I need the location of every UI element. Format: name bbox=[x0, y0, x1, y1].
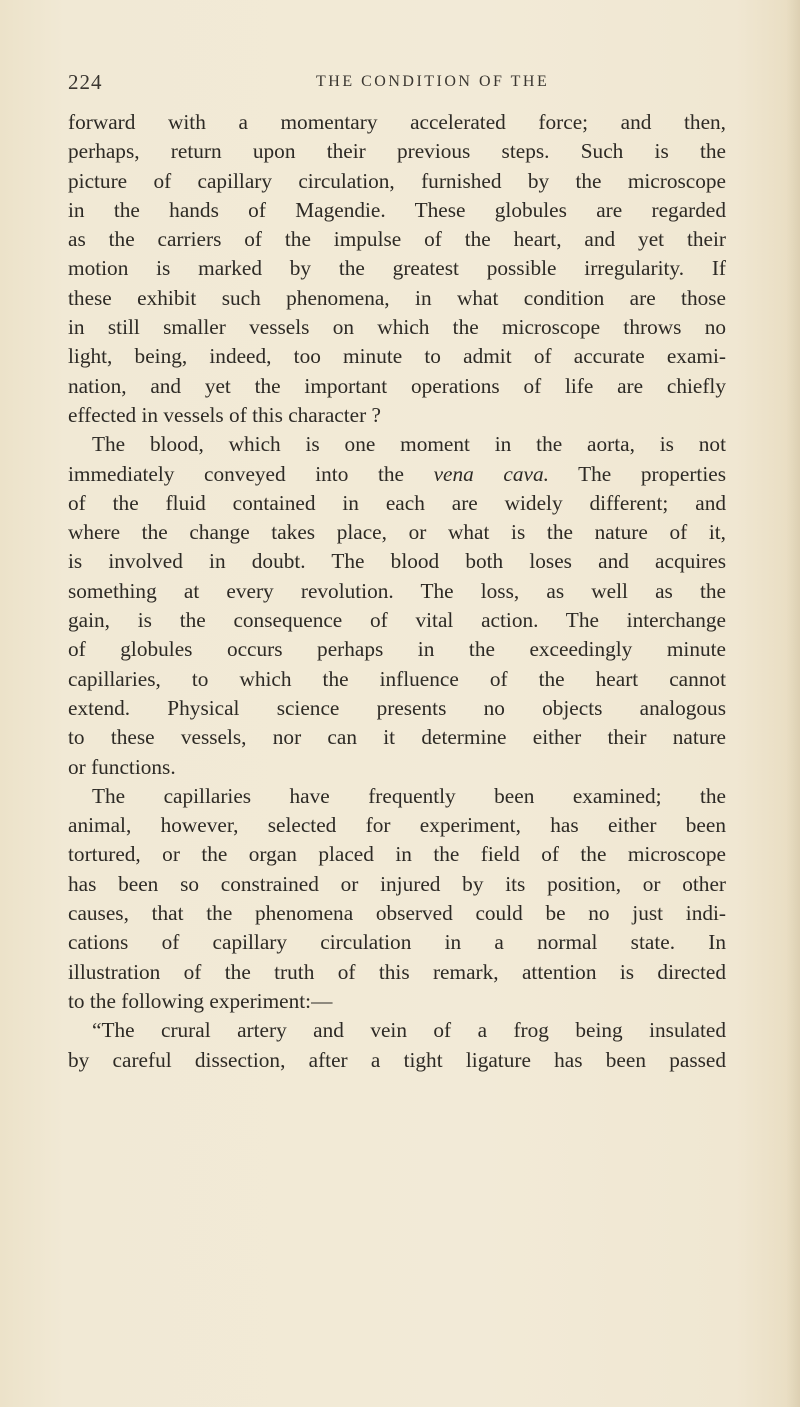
text-line: cations of capillary circulation in a normal state. In bbox=[68, 930, 726, 955]
text-line: is involved in doubt. The blood both loses and acquires bbox=[68, 549, 726, 574]
text-line: forward with a momentary accelerated force; and then, bbox=[68, 110, 726, 134]
text-line: where the change takes place, or what is the nature of it, bbox=[68, 520, 726, 545]
text-line: causes, that the phenomena observed could be no just indi- bbox=[68, 901, 726, 926]
text-line: in still smaller vessels on which the microscope throws no bbox=[68, 315, 726, 340]
text-line: these exhibit such phenomena, in what condition are those bbox=[68, 285, 726, 310]
text-line: tortured, or the organ placed in the field of the microscope bbox=[68, 842, 726, 867]
page-edge-shadow bbox=[786, 0, 800, 1407]
text-line: light, being, indeed, too minute to admit of accurate exami- bbox=[68, 344, 726, 369]
text-line: The blood, which is one moment in the aorta, is not bbox=[92, 432, 726, 457]
text-line-with-italic bbox=[68, 460, 726, 489]
text-line: picture of capillary circulation, furnished by the microscope bbox=[68, 168, 726, 193]
running-head: THE CONDITION OF THE bbox=[316, 73, 550, 90]
text-line: animal, however, selected for experiment, has either been bbox=[68, 813, 726, 838]
text-run: The properties bbox=[548, 461, 726, 486]
text-line: as the carriers of the impulse of the heart, and yet their bbox=[68, 227, 726, 252]
text-line: by careful dissection, after a tight ligature has been passed bbox=[68, 1047, 726, 1072]
text-line: capillaries, to which the influence of the heart cannot bbox=[68, 666, 726, 691]
text-line: or functions. bbox=[68, 754, 176, 779]
text-line: illustration of the truth of this remark, attention is directed bbox=[68, 959, 726, 984]
text-line: effected in vessels of this character ? bbox=[68, 402, 381, 427]
italic-term: vena cava. bbox=[433, 461, 549, 486]
text-line: of globules occurs perhaps in the exceedingly minute bbox=[68, 637, 726, 662]
text-line: perhaps, return upon their previous steps. Such is the bbox=[68, 139, 726, 164]
text-line: to these vessels, nor can it determine either their nature bbox=[68, 725, 726, 750]
text-line: “The crural artery and vein of a frog being insulated bbox=[92, 1018, 726, 1043]
text-line: has been so constrained or injured by its position, or other bbox=[68, 871, 726, 896]
page-number: 224 bbox=[68, 70, 103, 94]
text-line: something at every revolution. The loss, as well as the bbox=[68, 578, 726, 603]
text-line: motion is marked by the greatest possible irregularity. If bbox=[68, 256, 726, 281]
text-line: extend. Physical science presents no objects analogous bbox=[68, 695, 726, 720]
text-line: to the following experiment:— bbox=[68, 988, 333, 1013]
text-run: immediately conveyed into the bbox=[68, 461, 434, 486]
text-line: gain, is the consequence of vital action. The interchange bbox=[68, 608, 726, 633]
text-line: The capillaries have frequently been examined; the bbox=[92, 783, 726, 808]
text-line: nation, and yet the important operations of life are chiefly bbox=[68, 373, 726, 398]
page-header bbox=[68, 70, 728, 100]
text-line: in the hands of Magendie. These globules are regarded bbox=[68, 197, 726, 222]
body-text bbox=[68, 108, 726, 1075]
text-line: of the fluid contained in each are widely different; and bbox=[68, 490, 726, 515]
